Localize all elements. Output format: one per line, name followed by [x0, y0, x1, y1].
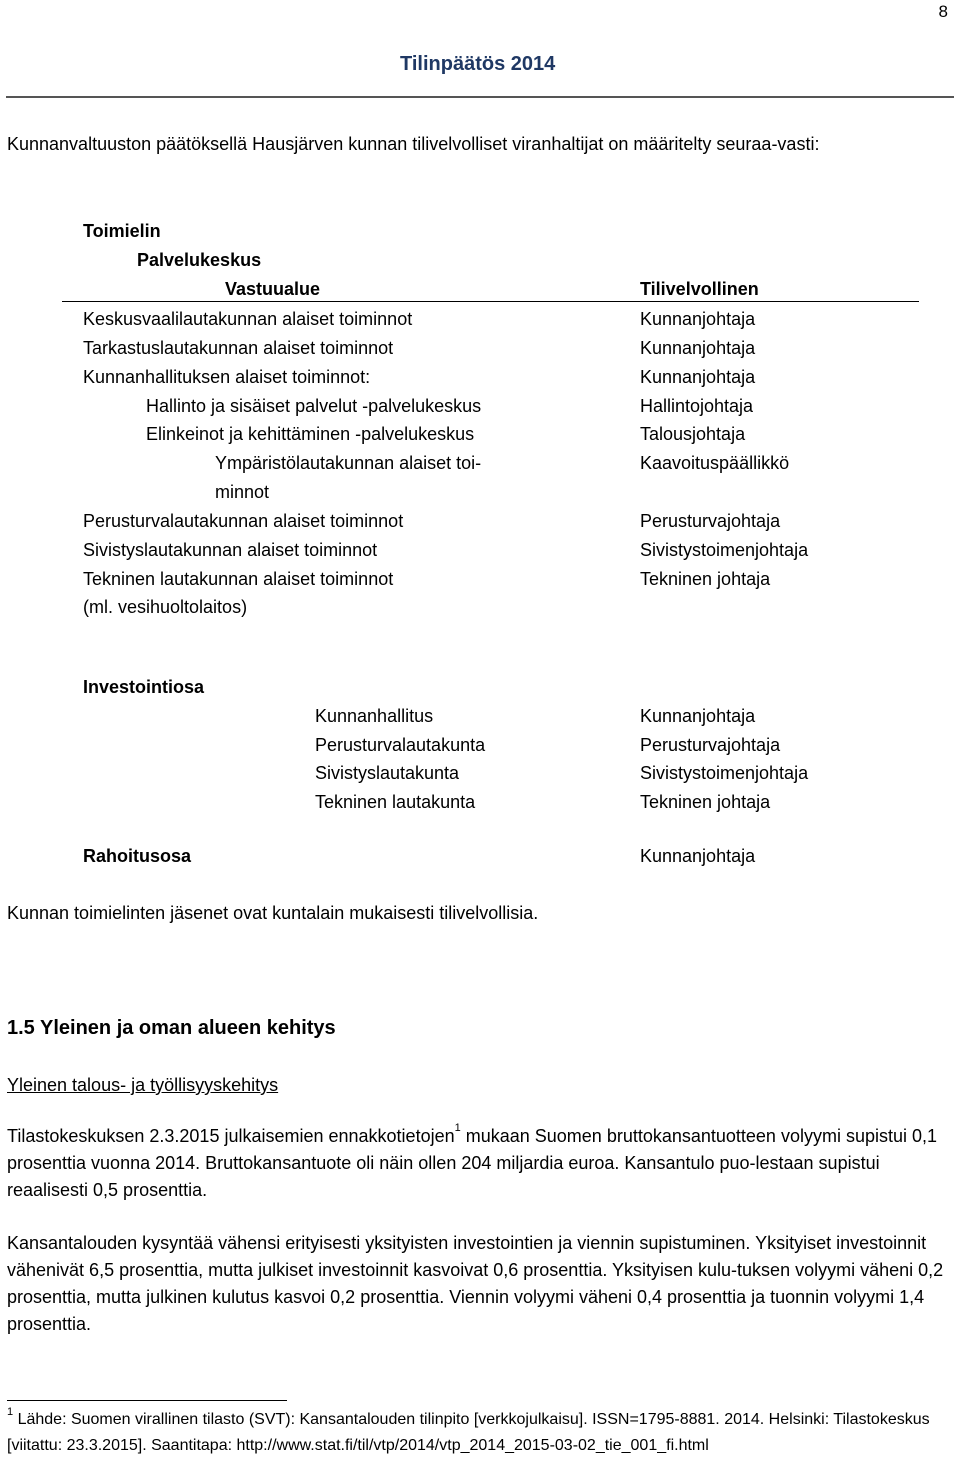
table-row-right: Sivistystoimenjohtaja — [640, 540, 809, 560]
table-row-right: Kunnanjohtaja — [640, 338, 756, 358]
footnote-text: Lähde: Suomen virallinen tilasto (SVT): Kansantalouden tilinpito [verkkojulkaisu]. ISSN=1795-8881. 2014. Helsinki: Tilastokeskus [viitattu: 23.3.2015]. Saantitapa: http://www.stat.fi/til/vtp/2014/vtp_2014_2015-03-02_tie_001_fi.html — [7, 1411, 930, 1454]
section-subheading: Yleinen talous- ja työllisyyskehitys — [7, 1075, 279, 1095]
paragraph-gdp-text: Tilastokeskuksen 2.3.2015 julkaisemien ennakkotietojen — [7, 1126, 455, 1146]
members-note: Kunnan toimielinten jäsenet ovat kuntalain mukaisesti tilivelvollisia. — [7, 903, 539, 923]
header-divider — [6, 96, 954, 98]
paragraph-gdp-text-continued: mukaan Suomen bruttokansantuotteen volyymi supistui 0,1 prosenttia vuonna 2014. Bruttokansantuote oli näin ollen 204 miljardia euroa. Kansantulo puo-lestaan supistui reaalisesti 0,5 prosenttia. — [7, 1126, 938, 1200]
footnote-marker: 1 — [7, 1406, 14, 1418]
footnote-divider — [7, 1400, 287, 1401]
paragraph-demand: Kansantalouden kysyntää vähensi erityisesti yksityisten investointien ja viennin supistuminen. Yksityiset investoinnit vähenivät 6,5 prosenttia, mutta julkiset investoinnit kasvoivat 0,6 prosenttia. Yksityisen kulu-tuksen volyymi väheni 0,2 prosenttia, mutta julkinen kulutus kasvoi 0,2 prosenttia. Viennin volyymi väheni 0,4 prosenttia ja tuonnin volyymi 1,4 prosenttia. — [7, 1233, 944, 1334]
table-head-palvelukeskus: Palvelukeskus — [137, 250, 262, 270]
footnote — [7, 1407, 952, 1459]
investointiosa-body: Perusturvalautakunta — [315, 735, 486, 755]
rahoitusosa-label: Rahoitusosa — [83, 846, 192, 866]
table-row-right: Hallintojohtaja — [640, 396, 754, 416]
investointiosa-official: Kunnanjohtaja — [640, 706, 756, 726]
section-heading: 1.5 Yleinen ja oman alueen kehitys — [7, 1017, 336, 1039]
table-head-toimielin: Toimielin — [83, 221, 161, 241]
table-row-left: Ympäristölautakunnan alaiset toi- — [215, 453, 482, 473]
table-row-right: Kaavoituspäällikkö — [640, 453, 790, 473]
page-title: Tilinpäätös 2014 — [400, 53, 556, 75]
table-row-right: Kunnanjohtaja — [640, 309, 756, 329]
table-row-left: Hallinto ja sisäiset palvelut -palvelukeskus — [146, 396, 482, 416]
table-row-left: Keskusvaalilautakunnan alaiset toiminnot — [83, 309, 413, 329]
page-number: 8 — [938, 2, 948, 21]
table-row-left: Tarkastuslautakunnan alaiset toiminnot — [83, 338, 394, 358]
table-row-left-continued: (ml. vesihuoltolaitos) — [83, 597, 248, 617]
table-row-left: Perusturvalautakunnan alaiset toiminnot — [83, 511, 404, 531]
investointiosa-body: Tekninen lautakunta — [315, 792, 476, 812]
investointiosa-body: Sivistyslautakunta — [315, 763, 460, 783]
investointiosa-official: Sivistystoimenjohtaja — [640, 763, 809, 783]
table-row-left: Elinkeinot ja kehittäminen -palvelukeskus — [146, 424, 475, 444]
table-head-vastuualue: Vastuualue — [225, 279, 321, 299]
investointiosa-official: Perusturvajohtaja — [640, 735, 781, 755]
investointiosa-label: Investointiosa — [83, 677, 205, 697]
table-row-right: Kunnanjohtaja — [640, 367, 756, 387]
paragraph-gdp — [7, 1123, 947, 1204]
table-row-right: Tekninen johtaja — [640, 569, 771, 589]
table-row-left-continued: minnot — [215, 482, 270, 502]
intro-paragraph: Kunnanvaltuuston päätöksellä Hausjärven kunnan tilivelvolliset viranhaltijat on määritelty seuraa-vasti: — [7, 134, 820, 154]
investointiosa-official: Tekninen johtaja — [640, 792, 771, 812]
rahoitusosa-official: Kunnanjohtaja — [640, 846, 756, 866]
table-row-left: Sivistyslautakunnan alaiset toiminnot — [83, 540, 378, 560]
investointiosa-body: Kunnanhallitus — [315, 706, 434, 726]
table-head-tilivelvollinen: Tilivelvollinen — [640, 279, 759, 299]
table-row-right: Perusturvajohtaja — [640, 511, 781, 531]
table-header-rule — [62, 301, 919, 302]
table-row-right: Talousjohtaja — [640, 424, 746, 444]
footnote-reference[interactable]: 1 — [454, 1122, 461, 1134]
table-row-left: Kunnanhallituksen alaiset toiminnot: — [83, 367, 371, 387]
table-row-left: Tekninen lautakunnan alaiset toiminnot — [83, 569, 394, 589]
